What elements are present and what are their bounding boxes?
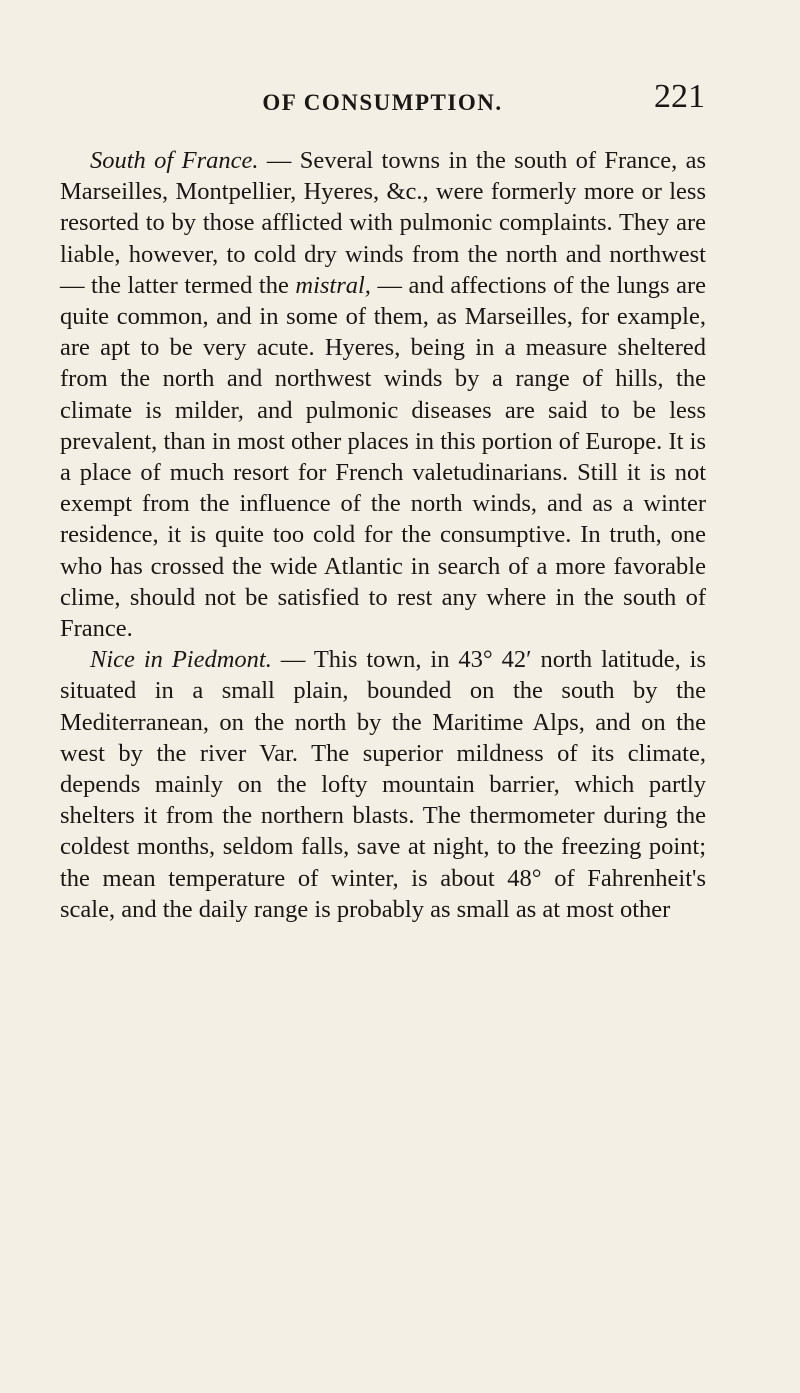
body-text xyxy=(60,145,706,925)
italic-term-mistral: mistral, xyxy=(295,271,371,299)
paragraph-text-continued: — and affections of the lungs are quite common, and in some of them, as Marseilles, for example, are apt to be very acute. Hyeres, being in a measure sheltered from the north and northwest winds by a range of hills, the climate is milder, and pulmonic diseases are said to be less prevalent, than in most other places in this portion of Europe. It is a place of much resort for French valetudinarians. Still it is not exempt from the influence of the north winds, and as a winter residence, it is quite too cold for the consumptive. In truth, one who has crossed the wide Atlantic in search of a more favorable clime, should not be satisfied to rest any where in the south of France. xyxy=(60,271,707,643)
paragraph-text: — This town, in 43° 42′ north latitude, is situated in a small plain, bounded on the south by the Mediterranean, on the north by the Maritime Alps, and on the west by the river Var. The superior mildness of its climate, depends mainly on the lofty mountain barrier, which partly shelters it from the northern blasts. The thermometer during the coldest months, seldom falls, save at night, to the freezing point; the mean temperature of winter, is about 48° of Fahrenheit's scale, and the daily range is probably as small as at most other xyxy=(60,646,706,923)
paragraph-nice-in-piedmont xyxy=(60,644,706,925)
page-number: 221 xyxy=(654,78,705,115)
paragraph-text: — Several towns in the south of France, as Marseilles, Montpellier, Hyeres, &c., were formerly more or less resorted to by those afflicted with pulmonic complaints. They are liable, however, to cold dry winds from the north and northwest — the latter termed the xyxy=(60,147,706,299)
paragraph-south-of-france xyxy=(60,145,706,644)
section-heading-south-of-france: South of France. xyxy=(90,147,259,174)
running-title: OF CONSUMPTION. xyxy=(262,90,503,115)
section-heading-nice-in-piedmont: Nice in Piedmont. xyxy=(90,646,272,674)
running-head xyxy=(60,78,705,126)
